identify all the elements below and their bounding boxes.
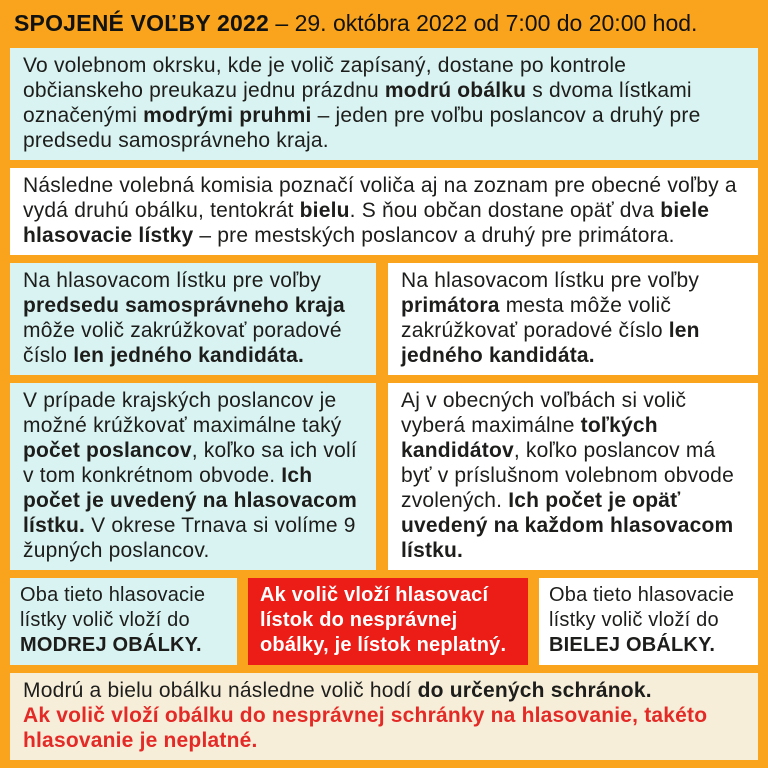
box-invalid-ballot-warning: Ak volič vloží hlasovací lístok do nesprávnej obálky, je lístok neplatný. [248, 578, 528, 665]
box-white-envelope-instruction: Oba tieto hlasovacie lístky volič vloží do BIELEJ OBÁLKY. [539, 578, 758, 665]
page-title: SPOJENÉ VOĽBY 2022 – 29. októbra 2022 od 7:00 do 20:00 hod. [14, 10, 698, 36]
box-blue-envelope-instruction: Oba tieto hlasovacie lístky volič vloží do MODREJ OBÁLKY. [10, 578, 237, 665]
box-region-deputies: V prípade krajských poslancov je možné krúžkovať maximálne taký počet poslancov, koľko sa ich volí v tom konkrétnom obvode. Ich počet je uvedený na hlasovacom lístku. V okrese Trnava si volíme 9 župných poslancov. [10, 383, 376, 570]
box-municipal-deputies: Aj v obecných voľbách si volič vyberá maximálne toľkých kandidátov, koľko poslancov má byť v príslušnom volebnom obvode zvolených. Ich počet je opäť uvedený na každom hlasovacom lístku. [388, 383, 758, 570]
box-blue-envelope-info: Vo volebnom okrsku, kde je volič zapísaný, dostane po kontrole občianskeho preukazu jednu prázdnu modrú obálku s dvoma lístkami označenými modrými pruhmi – jeden pre voľbu poslancov a druhý pre predsedu samosprávneho kraja. [10, 48, 758, 160]
box-mayor: Na hlasovacom lístku pre voľby primátora mesta môže volič zakrúžkovať poradové číslo len jedného kandidáta. [388, 263, 758, 375]
ballot-boxes-line-1: Modrú a bielu obálku následne volič hodí do určených schránok. [23, 679, 652, 702]
box-white-envelope-info: Následne volebná komisia poznačí voliča aj na zoznam pre obecné voľby a vydá druhú obálku, tentokrát bielu. S ňou občan dostane opäť dva biele hlasovacie lístky – pre mestských poslancov a druhý pre primátora. [10, 168, 758, 255]
row-single-candidate [10, 263, 758, 375]
box-region-chairman: Na hlasovacom lístku pre voľby predsedu samosprávneho kraja môže volič zakrúžkovať poradové číslo len jedného kandidáta. [10, 263, 376, 375]
row-deputies [10, 383, 758, 570]
ballot-boxes-warning-line: Ak volič vloží obálku do nesprávnej schránky na hlasovanie, takéto hlasovanie je neplatné. [23, 704, 708, 752]
row-envelope-instructions [10, 578, 758, 665]
box-ballot-boxes-info [10, 673, 758, 760]
